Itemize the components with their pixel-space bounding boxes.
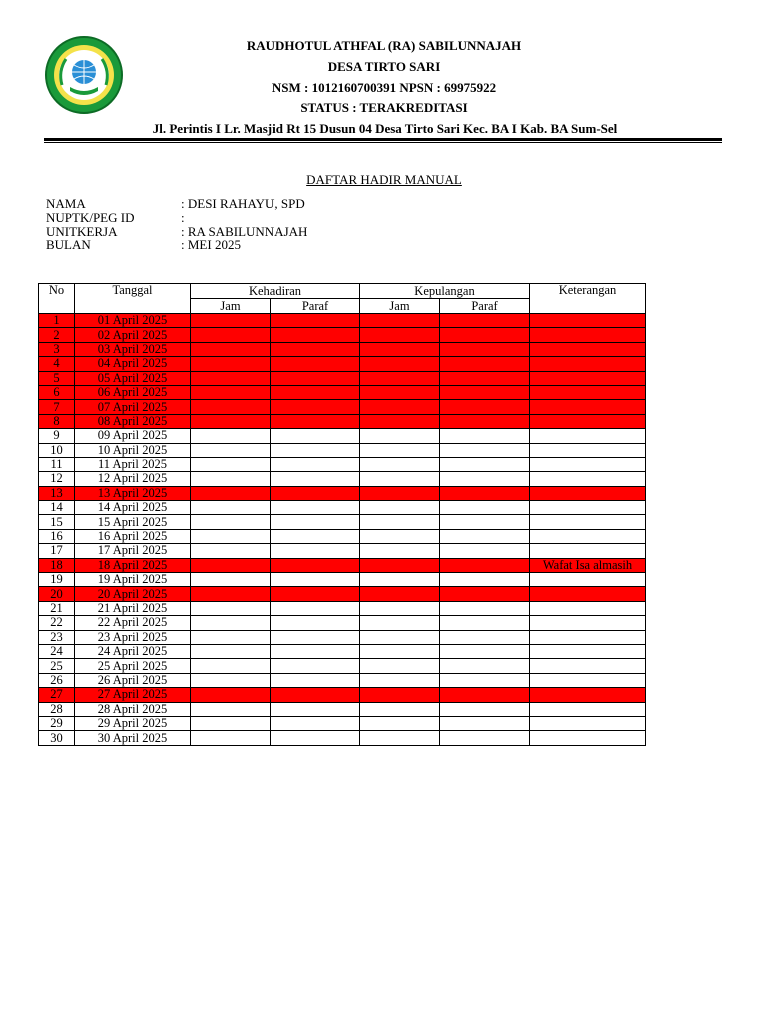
departure-time-cell — [360, 731, 440, 745]
header-divider-thin — [44, 142, 722, 143]
row-note — [530, 616, 646, 630]
row-date: 08 April 2025 — [75, 414, 191, 428]
departure-sign-cell — [440, 558, 530, 572]
row-number: 28 — [39, 702, 75, 716]
row-date: 19 April 2025 — [75, 573, 191, 587]
departure-sign-cell — [440, 501, 530, 515]
arrival-sign-cell — [271, 573, 360, 587]
row-note — [530, 472, 646, 486]
row-note — [530, 601, 646, 615]
departure-time-cell — [360, 688, 440, 702]
departure-time-cell — [360, 630, 440, 644]
departure-sign-cell — [440, 342, 530, 356]
table-row — [39, 587, 646, 601]
institution-name: RAUDHOTUL ATHFAL (RA) SABILUNNAJAH — [246, 38, 522, 53]
departure-sign-cell — [440, 371, 530, 385]
row-number: 6 — [39, 385, 75, 399]
arrival-time-cell — [191, 314, 271, 328]
row-number: 5 — [39, 371, 75, 385]
table-row — [39, 486, 646, 500]
arrival-sign-cell — [271, 414, 360, 428]
row-date: 10 April 2025 — [75, 443, 191, 457]
row-note — [530, 573, 646, 587]
row-number: 19 — [39, 573, 75, 587]
info-value: : DESI RAHAYU, SPD — [181, 196, 305, 211]
arrival-sign-cell — [271, 314, 360, 328]
arrival-sign-cell — [271, 515, 360, 529]
departure-sign-cell — [440, 486, 530, 500]
arrival-sign-cell — [271, 544, 360, 558]
table-row — [39, 385, 646, 399]
arrival-sign-cell — [271, 457, 360, 471]
table-row — [39, 544, 646, 558]
info-row-month — [46, 238, 307, 252]
departure-sign-cell — [440, 357, 530, 371]
row-number: 8 — [39, 414, 75, 428]
arrival-time-cell — [191, 688, 271, 702]
info-label: UNITKERJA — [46, 223, 118, 239]
table-row — [39, 342, 646, 356]
row-number: 16 — [39, 529, 75, 543]
col-header-arrival-time: Jam — [191, 299, 271, 314]
row-note — [530, 414, 646, 428]
attendance-rows — [39, 314, 646, 746]
departure-sign-cell — [440, 716, 530, 730]
info-label: NAMA — [46, 196, 86, 211]
col-header-departure-time: Jam — [360, 299, 440, 314]
row-date: 16 April 2025 — [75, 529, 191, 543]
row-date: 24 April 2025 — [75, 644, 191, 658]
info-label: BULAN — [46, 237, 91, 253]
row-note — [530, 731, 646, 745]
col-header-departure: Kepulangan — [360, 284, 530, 299]
departure-time-cell — [360, 659, 440, 673]
table-row — [39, 371, 646, 385]
departure-sign-cell — [440, 443, 530, 457]
table-row — [39, 400, 646, 414]
row-note — [530, 501, 646, 515]
row-note — [530, 515, 646, 529]
row-number: 13 — [39, 486, 75, 500]
arrival-time-cell — [191, 630, 271, 644]
arrival-sign-cell — [271, 529, 360, 543]
table-row — [39, 702, 646, 716]
arrival-time-cell — [191, 529, 271, 543]
arrival-sign-cell — [271, 688, 360, 702]
row-date: 05 April 2025 — [75, 371, 191, 385]
info-value: : — [181, 209, 185, 225]
departure-sign-cell — [440, 731, 530, 745]
table-row — [39, 673, 646, 687]
row-note — [530, 486, 646, 500]
arrival-time-cell — [191, 486, 271, 500]
row-date: 13 April 2025 — [75, 486, 191, 500]
departure-sign-cell — [440, 587, 530, 601]
departure-sign-cell — [440, 573, 530, 587]
departure-sign-cell — [440, 314, 530, 328]
table-row — [39, 573, 646, 587]
row-date: 26 April 2025 — [75, 673, 191, 687]
departure-sign-cell — [440, 544, 530, 558]
departure-time-cell — [360, 529, 440, 543]
row-note — [530, 443, 646, 457]
row-number: 29 — [39, 716, 75, 730]
row-note: Wafat Isa almasih — [530, 558, 646, 572]
arrival-sign-cell — [271, 342, 360, 356]
row-number: 3 — [39, 342, 75, 356]
row-date: 25 April 2025 — [75, 659, 191, 673]
departure-sign-cell — [440, 472, 530, 486]
row-number: 9 — [39, 429, 75, 443]
arrival-sign-cell — [271, 644, 360, 658]
arrival-sign-cell — [271, 601, 360, 615]
arrival-time-cell — [191, 573, 271, 587]
table-row — [39, 688, 646, 702]
row-date: 29 April 2025 — [75, 716, 191, 730]
row-date: 15 April 2025 — [75, 515, 191, 529]
col-header-departure-sign: Paraf — [440, 299, 530, 314]
departure-sign-cell — [440, 529, 530, 543]
departure-time-cell — [360, 616, 440, 630]
arrival-sign-cell — [271, 731, 360, 745]
row-note — [530, 702, 646, 716]
departure-sign-cell — [440, 630, 530, 644]
departure-sign-cell — [440, 616, 530, 630]
institution-ids: NSM : 1012160700391 NPSN : 69975922 — [271, 80, 497, 95]
row-number: 7 — [39, 400, 75, 414]
departure-time-cell — [360, 357, 440, 371]
departure-sign-cell — [440, 601, 530, 615]
row-number: 17 — [39, 544, 75, 558]
row-note — [530, 644, 646, 658]
table-row — [39, 529, 646, 543]
departure-time-cell — [360, 314, 440, 328]
arrival-time-cell — [191, 587, 271, 601]
row-note — [530, 529, 646, 543]
row-note — [530, 429, 646, 443]
departure-time-cell — [360, 486, 440, 500]
row-note — [530, 659, 646, 673]
row-note — [530, 544, 646, 558]
arrival-sign-cell — [271, 501, 360, 515]
col-header-date: Tanggal — [75, 284, 191, 314]
row-date: 14 April 2025 — [75, 501, 191, 515]
departure-time-cell — [360, 601, 440, 615]
departure-time-cell — [360, 673, 440, 687]
row-number: 11 — [39, 457, 75, 471]
row-number: 26 — [39, 673, 75, 687]
row-date: 07 April 2025 — [75, 400, 191, 414]
accreditation-status: STATUS : TERAKREDITASI — [300, 100, 468, 115]
row-number: 27 — [39, 688, 75, 702]
row-date: 11 April 2025 — [75, 457, 191, 471]
departure-sign-cell — [440, 385, 530, 399]
village-name: DESA TIRTO SARI — [327, 59, 441, 74]
arrival-time-cell — [191, 515, 271, 529]
departure-time-cell — [360, 443, 440, 457]
arrival-time-cell — [191, 659, 271, 673]
row-date: 18 April 2025 — [75, 558, 191, 572]
departure-time-cell — [360, 400, 440, 414]
row-date: 23 April 2025 — [75, 630, 191, 644]
row-date: 21 April 2025 — [75, 601, 191, 615]
table-row — [39, 731, 646, 745]
arrival-sign-cell — [271, 702, 360, 716]
row-date: 22 April 2025 — [75, 616, 191, 630]
info-value: : RA SABILUNNAJAH — [181, 223, 308, 239]
row-number: 4 — [39, 357, 75, 371]
arrival-time-cell — [191, 616, 271, 630]
row-date: 01 April 2025 — [75, 314, 191, 328]
departure-sign-cell — [440, 688, 530, 702]
row-note — [530, 314, 646, 328]
info-row-nuptk — [46, 211, 307, 225]
table-row — [39, 472, 646, 486]
departure-sign-cell — [440, 659, 530, 673]
arrival-time-cell — [191, 501, 271, 515]
departure-sign-cell — [440, 457, 530, 471]
arrival-time-cell — [191, 731, 271, 745]
row-note — [530, 673, 646, 687]
departure-time-cell — [360, 573, 440, 587]
col-header-arrival: Kehadiran — [191, 284, 360, 299]
arrival-sign-cell — [271, 371, 360, 385]
arrival-sign-cell — [271, 385, 360, 399]
row-note — [530, 385, 646, 399]
row-note — [530, 587, 646, 601]
departure-time-cell — [360, 515, 440, 529]
arrival-time-cell — [191, 429, 271, 443]
institution-address: Jl. Perintis I Lr. Masjid Rt 15 Dusun 04 Desa Tirto Sari Kec. BA I Kab. BA Sum-Sel — [152, 121, 618, 136]
departure-time-cell — [360, 702, 440, 716]
arrival-sign-cell — [271, 429, 360, 443]
row-date: 03 April 2025 — [75, 342, 191, 356]
arrival-sign-cell — [271, 587, 360, 601]
arrival-time-cell — [191, 342, 271, 356]
row-date: 02 April 2025 — [75, 328, 191, 342]
arrival-time-cell — [191, 472, 271, 486]
arrival-time-cell — [191, 644, 271, 658]
departure-sign-cell — [440, 644, 530, 658]
table-row — [39, 357, 646, 371]
row-number: 15 — [39, 515, 75, 529]
departure-time-cell — [360, 716, 440, 730]
departure-time-cell — [360, 644, 440, 658]
arrival-sign-cell — [271, 328, 360, 342]
arrival-sign-cell — [271, 558, 360, 572]
arrival-time-cell — [191, 558, 271, 572]
arrival-sign-cell — [271, 659, 360, 673]
row-number: 24 — [39, 644, 75, 658]
arrival-sign-cell — [271, 486, 360, 500]
info-value: : MEI 2025 — [181, 237, 241, 253]
arrival-sign-cell — [271, 472, 360, 486]
arrival-time-cell — [191, 544, 271, 558]
departure-sign-cell — [440, 702, 530, 716]
row-number: 18 — [39, 558, 75, 572]
row-note — [530, 457, 646, 471]
row-date: 27 April 2025 — [75, 688, 191, 702]
departure-sign-cell — [440, 414, 530, 428]
departure-time-cell — [360, 429, 440, 443]
row-number: 30 — [39, 731, 75, 745]
departure-sign-cell — [440, 515, 530, 529]
info-row-name — [46, 197, 307, 211]
table-row — [39, 429, 646, 443]
departure-time-cell — [360, 371, 440, 385]
row-date: 09 April 2025 — [75, 429, 191, 443]
table-row — [39, 515, 646, 529]
arrival-time-cell — [191, 673, 271, 687]
row-number: 21 — [39, 601, 75, 615]
row-number: 25 — [39, 659, 75, 673]
arrival-sign-cell — [271, 716, 360, 730]
col-header-note: Keterangan — [530, 284, 646, 314]
row-date: 12 April 2025 — [75, 472, 191, 486]
arrival-time-cell — [191, 385, 271, 399]
table-row — [39, 558, 646, 572]
arrival-time-cell — [191, 443, 271, 457]
departure-time-cell — [360, 544, 440, 558]
arrival-time-cell — [191, 702, 271, 716]
table-row — [39, 328, 646, 342]
arrival-sign-cell — [271, 616, 360, 630]
row-date: 30 April 2025 — [75, 731, 191, 745]
row-note — [530, 342, 646, 356]
table-row — [39, 314, 646, 328]
row-date: 20 April 2025 — [75, 587, 191, 601]
arrival-sign-cell — [271, 400, 360, 414]
table-row — [39, 616, 646, 630]
header-divider — [44, 138, 722, 141]
departure-time-cell — [360, 328, 440, 342]
departure-time-cell — [360, 472, 440, 486]
table-row — [39, 659, 646, 673]
row-note — [530, 371, 646, 385]
departure-time-cell — [360, 385, 440, 399]
row-number: 12 — [39, 472, 75, 486]
arrival-time-cell — [191, 357, 271, 371]
row-date: 28 April 2025 — [75, 702, 191, 716]
table-row — [39, 457, 646, 471]
arrival-time-cell — [191, 457, 271, 471]
departure-sign-cell — [440, 328, 530, 342]
attendance-table — [38, 283, 646, 746]
row-note — [530, 400, 646, 414]
row-note — [530, 688, 646, 702]
col-header-arrival-sign: Paraf — [271, 299, 360, 314]
row-note — [530, 716, 646, 730]
school-emblem-icon — [44, 35, 124, 115]
table-row — [39, 443, 646, 457]
row-number: 2 — [39, 328, 75, 342]
row-number: 14 — [39, 501, 75, 515]
col-header-no: No — [39, 284, 75, 314]
row-date: 04 April 2025 — [75, 357, 191, 371]
departure-time-cell — [360, 457, 440, 471]
arrival-sign-cell — [271, 357, 360, 371]
document-title: DAFTAR HADIR MANUAL — [306, 172, 462, 187]
row-number: 22 — [39, 616, 75, 630]
table-row — [39, 601, 646, 615]
table-row — [39, 644, 646, 658]
row-note — [530, 630, 646, 644]
info-label: NUPTK/PEG ID — [46, 209, 135, 225]
departure-time-cell — [360, 587, 440, 601]
departure-time-cell — [360, 558, 440, 572]
arrival-time-cell — [191, 371, 271, 385]
arrival-time-cell — [191, 400, 271, 414]
row-number: 10 — [39, 443, 75, 457]
departure-time-cell — [360, 501, 440, 515]
arrival-sign-cell — [271, 673, 360, 687]
row-number: 23 — [39, 630, 75, 644]
departure-sign-cell — [440, 400, 530, 414]
row-date: 17 April 2025 — [75, 544, 191, 558]
departure-time-cell — [360, 414, 440, 428]
arrival-sign-cell — [271, 443, 360, 457]
table-row — [39, 716, 646, 730]
row-number: 1 — [39, 314, 75, 328]
info-row-unit — [46, 225, 307, 239]
departure-sign-cell — [440, 429, 530, 443]
row-note — [530, 357, 646, 371]
arrival-time-cell — [191, 414, 271, 428]
arrival-time-cell — [191, 716, 271, 730]
arrival-sign-cell — [271, 630, 360, 644]
row-date: 06 April 2025 — [75, 385, 191, 399]
table-row — [39, 501, 646, 515]
row-note — [530, 328, 646, 342]
employee-info — [46, 197, 307, 252]
departure-time-cell — [360, 342, 440, 356]
arrival-time-cell — [191, 328, 271, 342]
departure-sign-cell — [440, 673, 530, 687]
row-number: 20 — [39, 587, 75, 601]
table-row — [39, 630, 646, 644]
arrival-time-cell — [191, 601, 271, 615]
table-row — [39, 414, 646, 428]
